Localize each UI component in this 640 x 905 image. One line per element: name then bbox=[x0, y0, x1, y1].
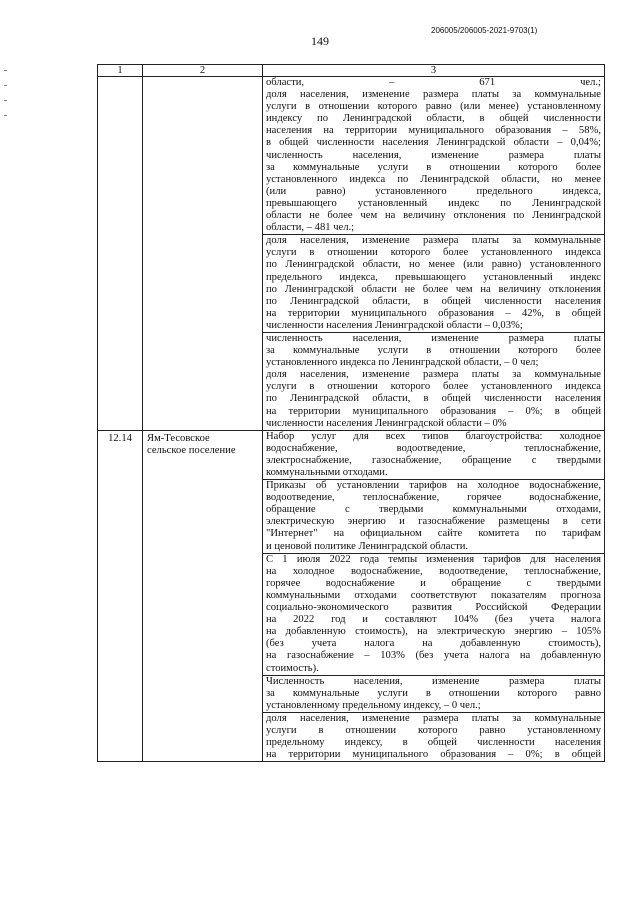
text-line: и ценовой политике Ленинградской области. bbox=[266, 540, 469, 552]
text-line: области, – 481 чел.; bbox=[266, 222, 355, 234]
content-block bbox=[263, 712, 604, 761]
text-line: социально-экономического развития Российской Федерации bbox=[266, 602, 601, 614]
text-line: водоснабжение, водоотведение, теплоснабжение, bbox=[266, 442, 601, 454]
text-line: на территории муниципального образования – 0%; в общей bbox=[266, 749, 601, 761]
column-header-2: 2 bbox=[143, 65, 263, 77]
municipality-name-line: сельское поселение bbox=[147, 444, 236, 456]
text-line: за коммунальные услуги в отношении которого более bbox=[266, 345, 601, 357]
text-line: С 1 июля 2022 года темпы изменения тарифов для населения bbox=[266, 553, 601, 565]
text-line: превышающего установленный индекс по Ленинградской bbox=[266, 197, 601, 209]
table-row-12-14 bbox=[98, 430, 605, 762]
content-block bbox=[263, 675, 604, 712]
text-line: на 2022 год и составляют 104% (без учета налога bbox=[266, 614, 601, 626]
text-line: услуги в отношении которого более установленного индекса bbox=[266, 381, 601, 393]
text-line: услуги в отношении которого равно установленному bbox=[266, 724, 601, 736]
text-line: установленного индекса по Ленинградской области, но менее bbox=[266, 173, 601, 185]
text-line: электрическую энергию и газоснабжение размещены в сети bbox=[266, 516, 601, 528]
text-line: численность населения, изменение размера платы bbox=[266, 332, 601, 344]
text-line: электроснабжение, газоснабжение, обращение с твердыми bbox=[266, 454, 601, 466]
content-block bbox=[263, 332, 604, 369]
text-line: в общей численности населения Ленинградской области – 0,04%; bbox=[266, 137, 601, 149]
text-line: установленному предельному индексу, – 0 чел.; bbox=[266, 699, 481, 711]
text-line: за коммунальные услуги в отношении которого равно bbox=[266, 687, 601, 699]
content-block bbox=[263, 431, 604, 479]
column-header-3: 3 bbox=[263, 65, 605, 77]
text-line: на добавленную стоимость), на электрическую энергию – 105% bbox=[266, 626, 601, 638]
main-table bbox=[97, 64, 605, 762]
text-line: по Ленинградской области, в общей численности населения bbox=[266, 393, 601, 405]
municipality-name-line: Ям-Тесовское bbox=[147, 432, 210, 444]
text-line: водоотведение, теплоснабжение, горячее водоснабжение, bbox=[266, 492, 601, 504]
text-line: на территории муниципального образования – 0%; в общей bbox=[266, 405, 601, 417]
row-number-cell bbox=[98, 77, 143, 431]
text-line: горячее водоснабжение и обращение с твердыми bbox=[266, 577, 601, 589]
text-line: на территории муниципального образования – 42%, в общей bbox=[266, 307, 601, 319]
text-line: обращение с твердыми коммунальными отходами, bbox=[266, 504, 601, 516]
document-id: 206005/206005-2021-9703(1) bbox=[431, 26, 538, 35]
text-line: доля населения, изменение размера платы за коммунальные bbox=[266, 235, 601, 247]
text-line: предельному индексу, в общей численности населения bbox=[266, 737, 601, 749]
text-line: индексу по Ленинградской области, в общей численности bbox=[266, 113, 601, 125]
scan-edge-marks bbox=[4, 70, 7, 130]
content-block bbox=[263, 77, 604, 234]
text-line: (или равно) установленного предельного индекса, bbox=[266, 185, 601, 197]
table-row-continuation bbox=[98, 77, 605, 431]
text-line: услуги в отношении которого более установленного индекса bbox=[266, 247, 601, 259]
text-line: доля населения, изменение размера платы за коммунальные bbox=[266, 369, 601, 381]
content-block bbox=[263, 479, 604, 553]
row-name-cell bbox=[143, 77, 263, 431]
text-line: за коммунальные услуги в отношении которого более bbox=[266, 161, 601, 173]
content-block bbox=[263, 369, 604, 429]
text-line: численность населения, изменение размера платы bbox=[266, 149, 601, 161]
row-number-cell: 12.14 bbox=[98, 430, 143, 762]
text-line: установленного индекса по Ленинградской области, – 0 чел; bbox=[266, 357, 539, 369]
column-header-1: 1 bbox=[98, 65, 143, 77]
text-line: Набор услуг для всех типов благоустройства: холодное bbox=[266, 430, 601, 442]
content-block bbox=[263, 553, 604, 675]
text-line: численности населения Ленинградской области – 0,03%; bbox=[266, 319, 523, 331]
text-line: по Ленинградской области не более чем на величину отклонения bbox=[266, 283, 601, 295]
text-line: стоимость). bbox=[266, 662, 319, 674]
row-content-cell bbox=[263, 430, 605, 762]
text-line: по Ленинградской области, в общей численности населения bbox=[266, 295, 601, 307]
text-line: коммунальными отходами соответствуют показателям прогноза bbox=[266, 589, 601, 601]
page-number: 149 bbox=[311, 34, 329, 48]
text-line: по Ленинградской области, но менее (или равно) установленного bbox=[266, 259, 601, 271]
table-header-row bbox=[98, 65, 605, 77]
text-line: на газоснабжение – 103% (без учета налога на добавленную bbox=[266, 650, 601, 662]
row-content-cell bbox=[263, 77, 605, 431]
text-line: области не более чем на величину отклонения по Ленинградской bbox=[266, 210, 601, 222]
text-line: численности населения Ленинградской области – 0% bbox=[266, 417, 507, 429]
text-line: Численность населения, изменение размера платы bbox=[266, 675, 601, 687]
row-name-cell bbox=[143, 430, 263, 762]
text-line: доля населения, изменение размера платы за коммунальные bbox=[266, 712, 601, 724]
text-line: доля населения, изменение размера платы за коммунальные bbox=[266, 89, 601, 101]
text-line: услуги в отношении которого равно (или менее) установленному bbox=[266, 101, 601, 113]
text-line: (без учета налога на добавленную стоимость), bbox=[266, 638, 601, 650]
text-line: коммунальными отходами. bbox=[266, 467, 388, 478]
text-line: предельного индекса, превышающего установленный индекс bbox=[266, 271, 601, 283]
text-line: населения на территории муниципального образования – 58%, bbox=[266, 125, 601, 137]
text-line: "Интернет" на официальном сайте комитета по тарифам bbox=[266, 528, 601, 540]
text-line: области, – 671 чел.; bbox=[266, 77, 601, 88]
text-line: на холодное водоснабжение, водоотведение, теплоснабжение, bbox=[266, 565, 601, 577]
content-block bbox=[263, 234, 604, 332]
text-line: Приказы об установлении тарифов на холодное водоснабжение, bbox=[266, 480, 601, 492]
